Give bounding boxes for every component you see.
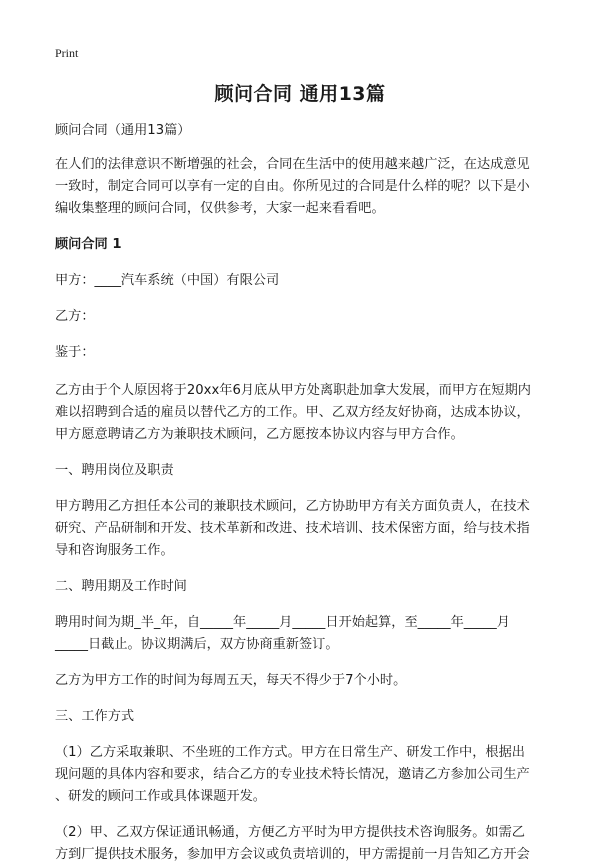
- document-body: [55, 120, 551, 866]
- party-a-line: 甲方：____汽车系统（中国）有限公司: [55, 273, 280, 288]
- text-line: _____日截止。协议期满后，双方协商重新签订。: [55, 637, 339, 652]
- section-heading: 顾问合同 1: [55, 237, 122, 252]
- clause-heading: 三、工作方式: [55, 709, 135, 724]
- clause-paragraph: 乙方为甲方工作的时间为每周五天，每天不得少于7个小时。: [55, 673, 407, 688]
- text-line: 聘用时间为期_半_年，自_____年_____月_____日开始起算，至_____年_____月: [55, 615, 510, 630]
- text-line: （2）甲、乙双方保证通讯畅通，方便乙方平时为甲方提供技术咨询服务。如需乙: [55, 825, 525, 840]
- background-paragraph: [55, 380, 551, 446]
- text-line: 甲方愿意聘请乙方为兼职技术顾问，乙方愿按本协议内容与甲方合作。: [55, 427, 464, 442]
- text-line: 甲方聘用乙方担任本公司的兼职技术顾问，乙方协助甲方有关方面负责人，在技术: [55, 499, 530, 514]
- whereas-line: 鉴于：: [55, 345, 95, 360]
- text-line: 难以招聘到合适的雇员以替代乙方的工作。甲、乙双方经友好协商，达成本协议，: [55, 405, 530, 420]
- text-line: 研究、产品研制和开发、技术革新和改进、技术培训、技术保密方面，给与技术指: [55, 521, 530, 536]
- text-line: 编收集整理的顾问合同，仅供参考，大家一起来看看吧。: [55, 201, 385, 216]
- clause-heading: 一、聘用岗位及职责: [55, 463, 174, 478]
- text-line: 、研发的顾问工作或具体课题开发。: [55, 789, 266, 804]
- clause-paragraph: [55, 612, 551, 656]
- text-line: 乙方由于个人原因将于20xx年6月底从甲方处离职赴加拿大发展，而甲方在短期内: [55, 383, 531, 398]
- text-line: 在人们的法律意识不断增强的社会，合同在生活中的使用越来越广泛，在达成意见: [55, 157, 530, 172]
- party-b-line: 乙方：: [55, 309, 95, 324]
- text-line: 一致时，制定合同可以享有一定的自由。你所见过的合同是什么样的呢？以下是小: [55, 179, 530, 194]
- clause-paragraph: [55, 496, 551, 562]
- document-subtitle: 顾问合同（通用13篇）: [55, 123, 191, 138]
- intro-paragraph: [55, 154, 551, 220]
- clause-heading: 二、聘用期及工作时间: [55, 579, 187, 594]
- clause-item: [55, 822, 551, 866]
- text-line: （1）乙方采取兼职、不坐班的工作方式。甲方在日常生产、研发工作中，根据出: [55, 745, 525, 760]
- text-line: 现问题的具体内容和要求，结合乙方的专业技术特长情况，邀请乙方参加公司生产: [55, 767, 530, 782]
- text-line: 导和咨询服务工作。: [55, 543, 174, 558]
- clause-item: [55, 742, 551, 808]
- print-label: Print: [55, 46, 79, 60]
- page-title: 顾问合同 通用13篇: [214, 83, 386, 105]
- text-line: 方到厂提供技术服务，参加甲方会议或负责培训的，甲方需提前一月告知乙方开会: [55, 847, 530, 862]
